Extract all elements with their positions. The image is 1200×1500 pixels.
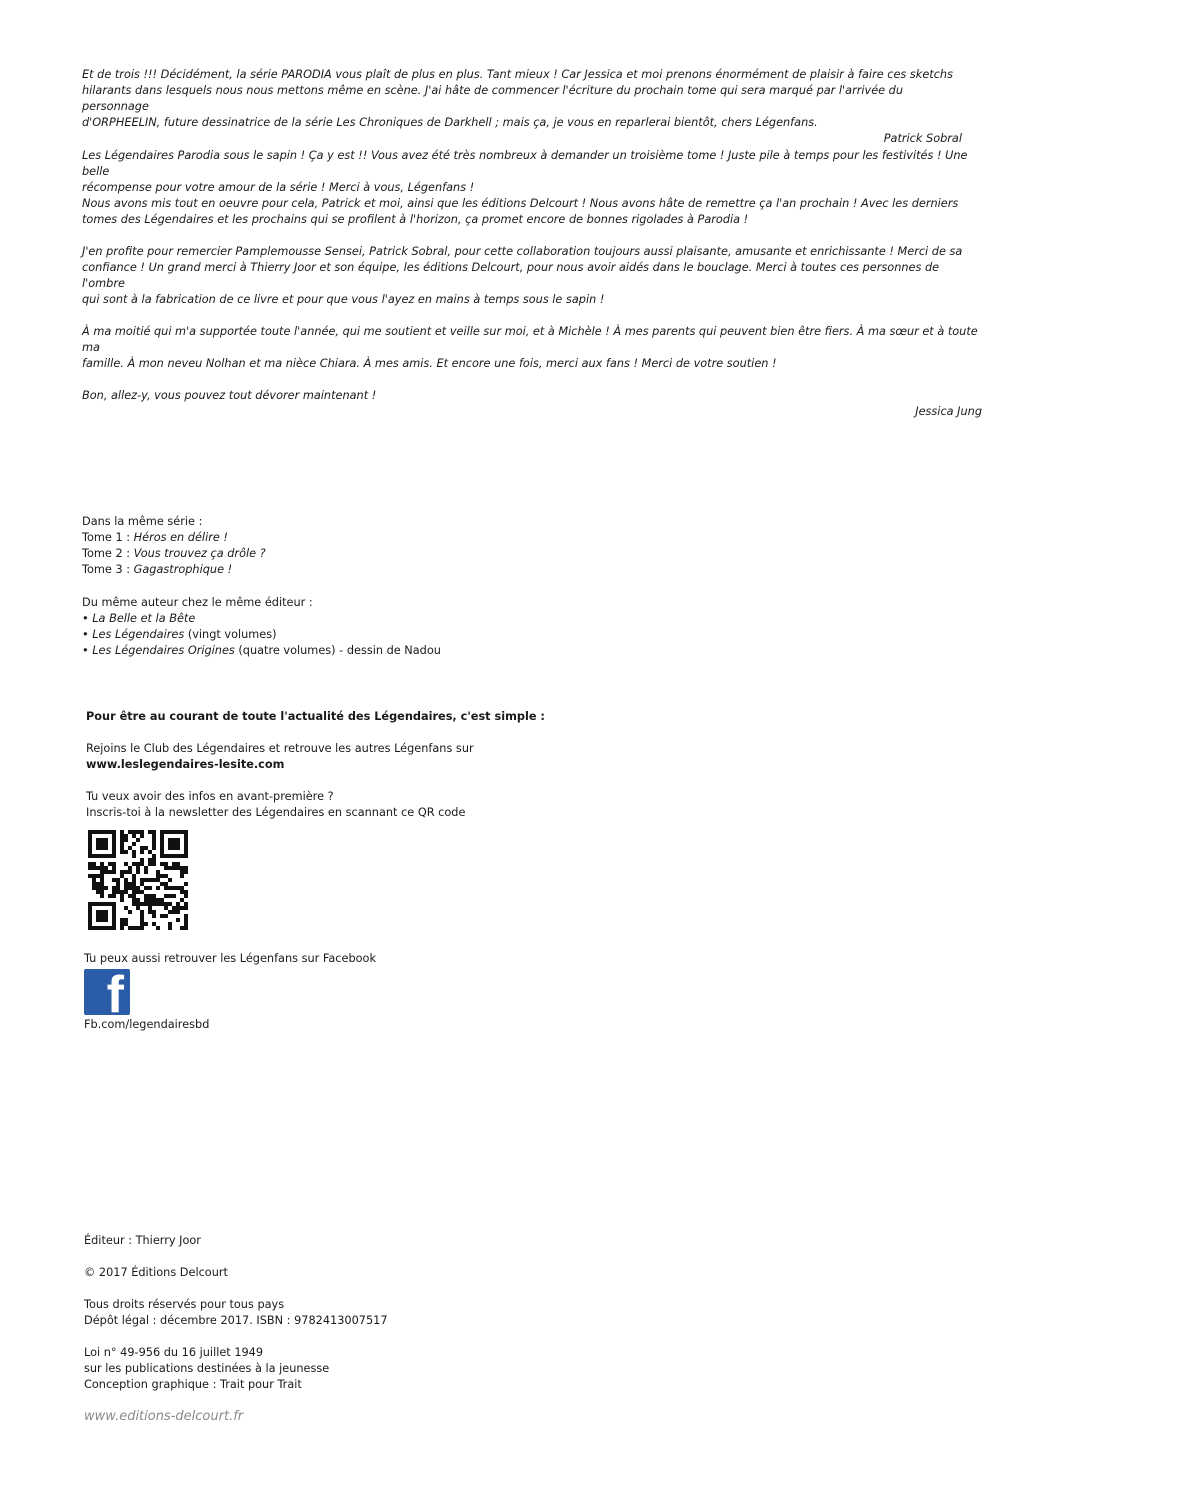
jung-paragraph-3 (82, 324, 982, 372)
work-1-title: La Belle et la Bête (92, 612, 196, 625)
tome-3-prefix: Tome 3 : (82, 563, 134, 576)
bullet: • (82, 612, 93, 625)
club-url-link[interactable]: www.leslegendaires-lesite.com (86, 758, 285, 771)
facebook-icon[interactable] (84, 966, 130, 1024)
jung-p2-line-1: J'en profite pour remercier Pamplemousse Sensei, Patrick Sobral, pour cette collaboration toujours aussi plaisante, amusante et enrichissante ! Merci de sa (82, 245, 963, 258)
sobral-line-1: Et de trois !!! Décidément, la série PARODIA vous plaît de plus en plus. Tant mieux ! Car Jessica et moi prenons énormément de plaisir à faire ces sketchs (82, 68, 953, 81)
jung-p3-line-2: famille. À mon neveu Nolhan et ma nièce Chiara. À mes amis. Et encore une fois, merci aux fans ! Merci de votre soutien ! (82, 357, 777, 370)
imprint-rights: Tous droits réservés pour tous pays (84, 1298, 285, 1311)
jung-paragraph-2 (82, 244, 982, 308)
sobral-note (82, 67, 962, 147)
tome-1-title: Héros en délire ! (133, 531, 228, 544)
jung-paragraph-4: Bon, allez-y, vous pouvez tout dévorer maintenant ! (82, 389, 377, 402)
imprint-design: Conception graphique : Trait pour Trait (84, 1378, 302, 1391)
imprint-copyright: © 2017 Éditions Delcourt (84, 1266, 228, 1279)
tome-1-prefix: Tome 1 : (82, 531, 134, 544)
author-works-heading: Du même auteur chez le même éditeur : (82, 596, 313, 609)
work-3-suffix: (quatre volumes) - dessin de Nadou (234, 644, 441, 657)
qr-code-image (88, 830, 188, 930)
publisher-website-link[interactable]: www.editions-delcourt.fr (84, 1409, 244, 1424)
facebook-glyph: f (106, 966, 124, 1024)
author-work-3 (82, 643, 682, 659)
work-2-suffix: (vingt volumes) (184, 628, 277, 641)
imprint-law-1: Loi n° 49-956 du 16 juillet 1949 (84, 1346, 264, 1359)
news-heading: Pour être au courant de toute l'actualité des Légendaires, c'est simple : (86, 710, 545, 723)
series-list (82, 514, 582, 578)
jung-p1-line-1: Les Légendaires Parodia sous le sapin ! Ça y est !! Vous avez été très nombreux à demander un troisième tome ! Juste pile à temps pour les festivités ! Une belle (82, 149, 968, 178)
jung-p2-line-2: confiance ! Un grand merci à Thierry Joor et son équipe, les éditions Delcourt, pour nous avoir aidés dans le bouclage. Merci à toutes ces personnes de l'ombre (82, 261, 940, 290)
newsletter-line-2: Inscris-toi à la newsletter des Légendaires en scannant ce QR code (86, 806, 466, 819)
jung-signature: Jessica Jung (915, 405, 982, 418)
jung-p1-line-2: récompense pour votre amour de la série ! Merci à vous, Légenfans ! (82, 181, 475, 194)
facebook-block (84, 951, 584, 1033)
facebook-url-link[interactable]: Fb.com/legendairesbd (84, 1018, 210, 1031)
jung-p3-line-1: À ma moitié qui m'a supportée toute l'année, qui me soutient et veille sur moi, et à Michèle ! À mes parents qui peuvent bien être fiers. À ma sœur et à toute ma (82, 325, 978, 354)
imprint (84, 1233, 584, 1425)
series-tome-1 (82, 530, 582, 546)
sobral-line-2: hilarants dans lesquels nous nous mettons même en scène. J'ai hâte de commencer l'écriture du prochain tome qui sera marqué par l'arrivée du personnage (82, 84, 904, 113)
imprint-legal: Dépôt légal : décembre 2017. ISBN : 9782413007517 (84, 1314, 388, 1327)
author-works (82, 595, 682, 659)
series-heading: Dans la même série : (82, 515, 203, 528)
news-section (86, 709, 686, 821)
sobral-line-3: d'ORPHEELIN, future dessinatrice de la série Les Chroniques de Darkhell ; mais ça, je vous en reparlerai bientôt, chers Légenfans. (82, 116, 818, 129)
author-work-1 (82, 611, 682, 627)
imprint-editor: Éditeur : Thierry Joor (84, 1234, 201, 1247)
facebook-text: Tu peux aussi retrouver les Légenfans sur Facebook (84, 952, 376, 965)
sobral-signature: Patrick Sobral (883, 132, 962, 145)
jung-p1-line-4: tomes des Légendaires et les prochains qui se profilent à l'horizon, ça promet encore de bonnes rigolades à Parodia ! (82, 213, 749, 226)
qr-code (88, 830, 188, 935)
jung-p2-line-3: qui sont à la fabrication de ce livre et pour que vous l'ayez en mains à temps sous le sapin ! (82, 293, 605, 306)
work-2-title: Les Légendaires (92, 628, 185, 641)
jung-paragraph-1 (82, 148, 982, 228)
jung-note (82, 148, 982, 420)
club-text: Rejoins le Club des Légendaires et retrouve les autres Légenfans sur (86, 742, 474, 755)
author-work-2 (82, 627, 682, 643)
tome-2-prefix: Tome 2 : (82, 547, 134, 560)
jung-p1-line-3: Nous avons mis tout en oeuvre pour cela, Patrick et moi, ainsi que les éditions Delcourt ! Nous avons hâte de remettre ça l'an prochain ! Avec les derniers (82, 197, 959, 210)
bullet: • (82, 644, 93, 657)
newsletter-line-1: Tu veux avoir des infos en avant-première ? (86, 790, 334, 803)
imprint-law-2: sur les publications destinées à la jeunesse (84, 1362, 330, 1375)
series-tome-2 (82, 546, 582, 562)
bullet: • (82, 628, 93, 641)
tome-3-title: Gagastrophique ! (133, 563, 233, 576)
work-3-title: Les Légendaires Origines (92, 644, 235, 657)
tome-2-title: Vous trouvez ça drôle ? (133, 547, 266, 560)
series-tome-3 (82, 562, 582, 578)
